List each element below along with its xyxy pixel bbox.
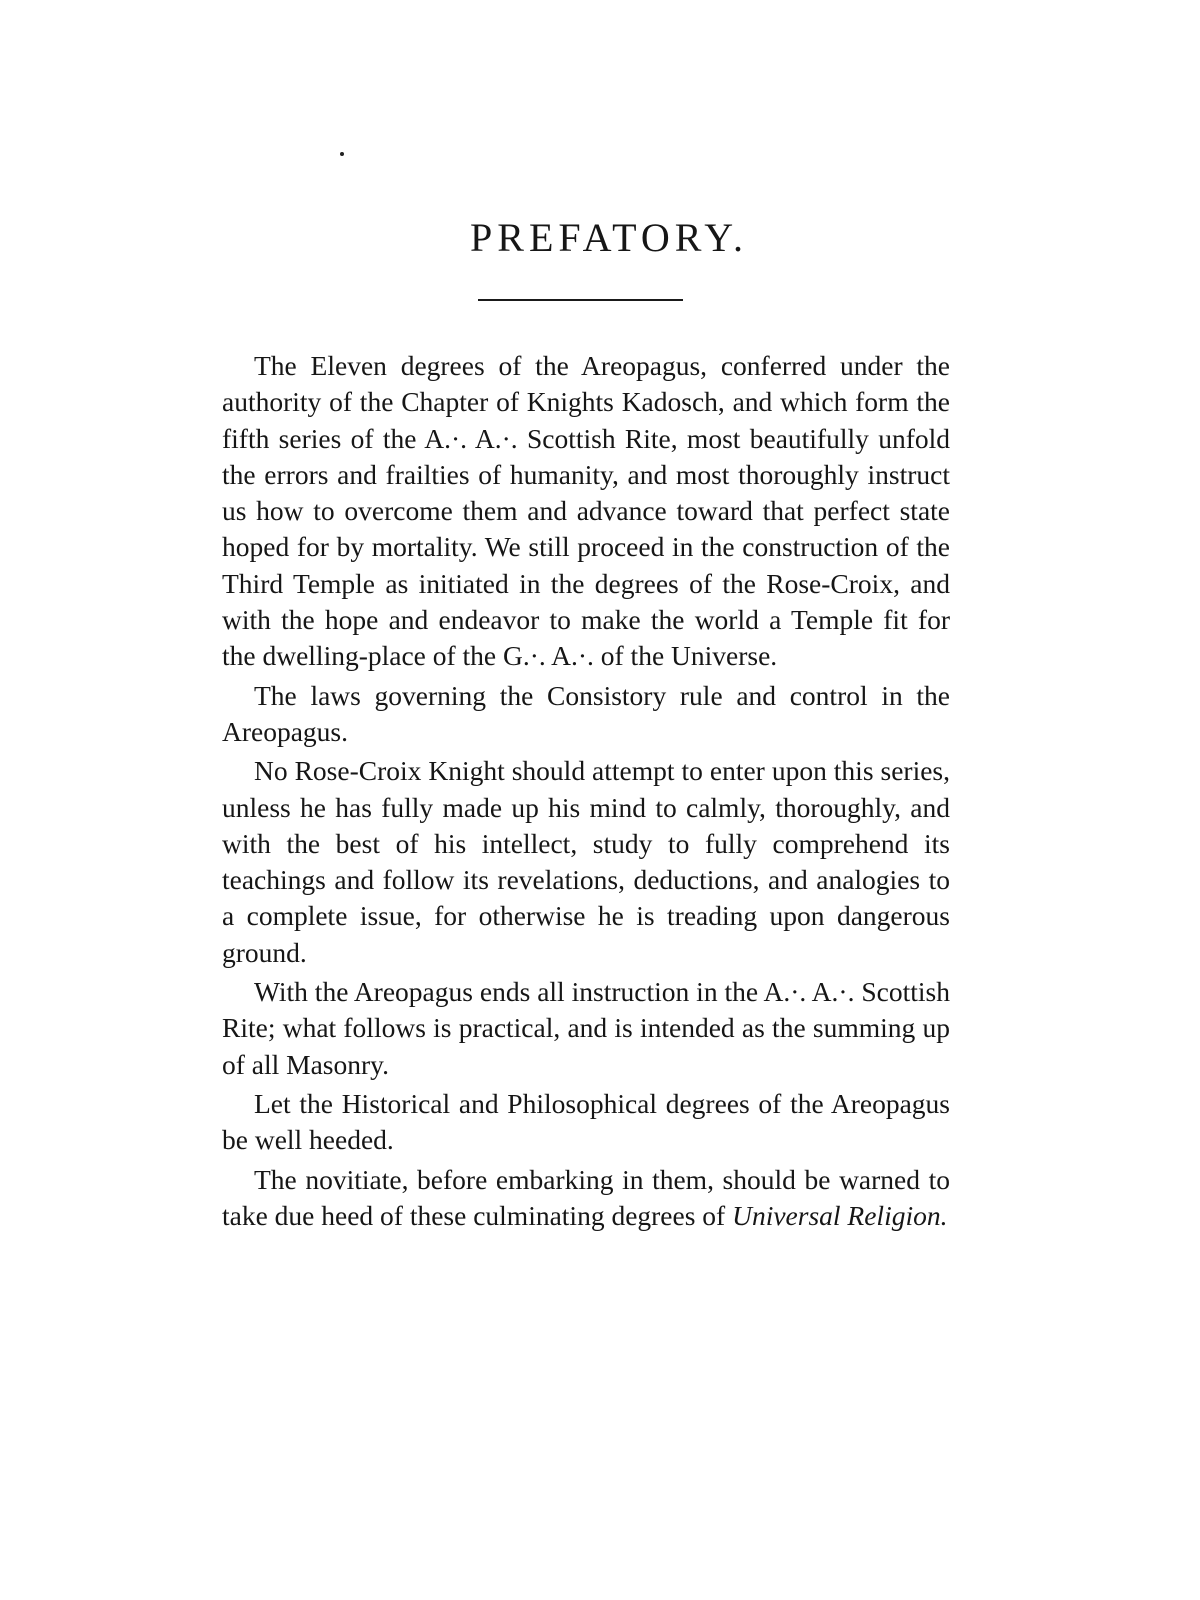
page-title: PREFATORY.	[470, 215, 748, 260]
body-text	[222, 348, 950, 1237]
paragraph-4: With the Areopagus ends all instruction in the A.·. A.·. Scottish Rite; what follows is practical, and is intended as the summing up of all Masonry.	[222, 976, 950, 1080]
title-rule	[478, 299, 683, 301]
paragraph-6-text: The novitiate, before embarking in them, should be warned to take due heed of these culminating degrees of	[222, 1163, 950, 1231]
paragraph-3: No Rose-Croix Knight should attempt to enter upon this series, unless he has fully made up his mind to calmly, thoroughly, and with the best of his intellect, study to fully comprehend its teachings and follow its revelations, deductions, and analogies to a complete issue, for otherwise he is treading upon dangerous ground.	[222, 755, 950, 968]
paragraph-6-emphasis: Universal Religion.	[732, 1199, 948, 1231]
paragraph-1: The Eleven degrees of the Areopagus, conferred under the authority of the Chapter of Knights Kadosch, and which form the fifth series of the A.·. A.·. Scottish Rite, most beautifully unfold the errors and frailties of humanity, and most thoroughly instruct us how to overcome them and advance toward that perfect state hoped for by mortality. We still proceed in the construction of the Third Temple as initiated in the degrees of the Rose-Croix, and with the hope and endeavor to make the world a Temple fit for the dwelling-place of the G.·. A.·. of the Universe.	[222, 350, 950, 672]
paragraph-6	[222, 1162, 950, 1235]
paragraph-5: Let the Historical and Philosophical degrees of the Areopagus be well heeded.	[222, 1087, 950, 1156]
paragraph-2: The laws governing the Consistory rule and control in the Areopagus.	[222, 679, 950, 747]
page-speck	[340, 152, 344, 156]
